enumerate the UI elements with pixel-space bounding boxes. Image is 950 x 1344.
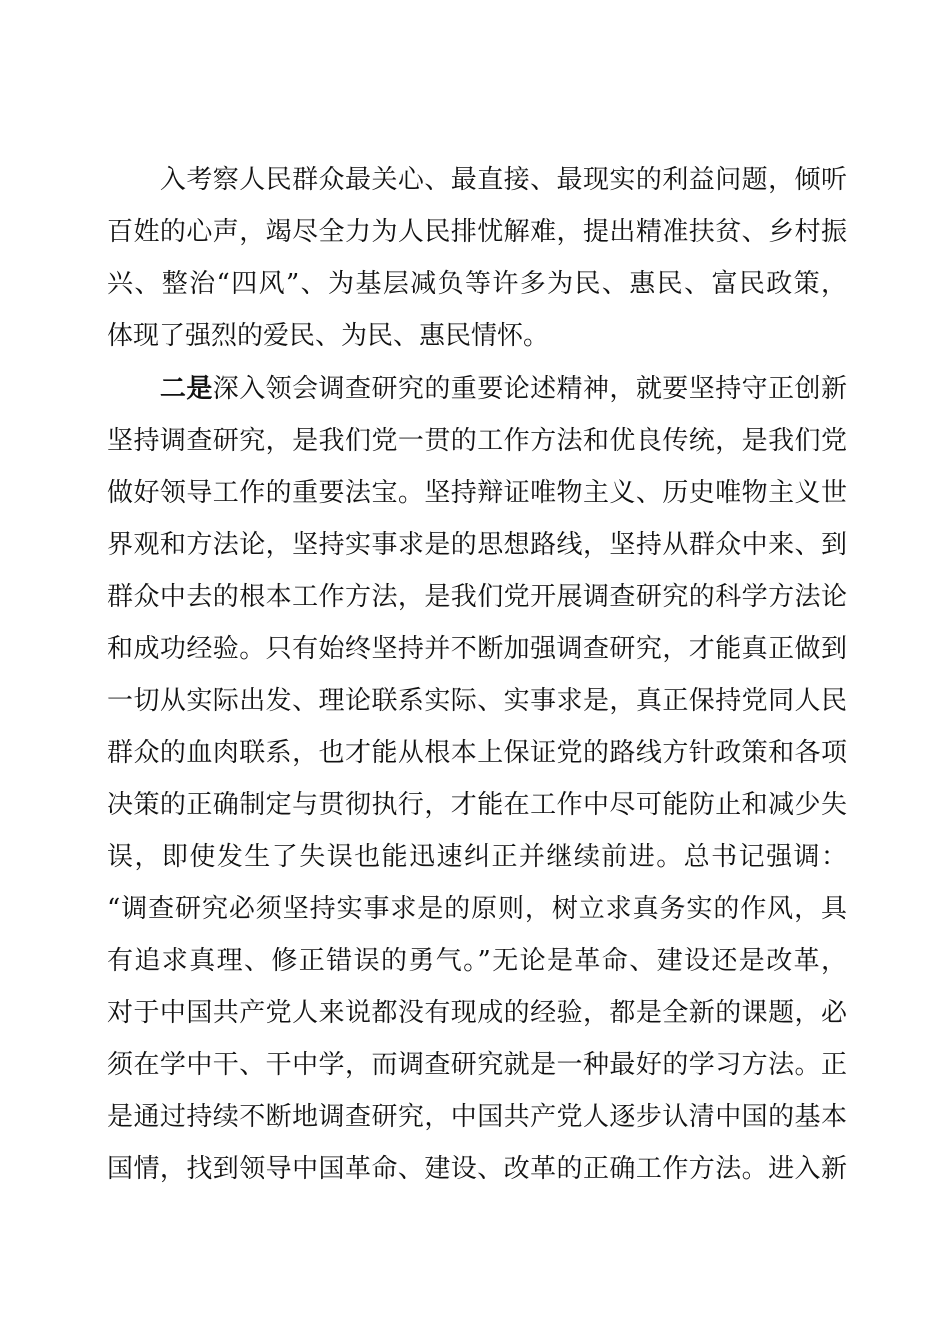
- text-line: 做好领导工作的重要法宝。坚持辩证唯物主义、历史唯物主义世: [107, 478, 847, 508]
- text-line: 百姓的心声，竭尽全力为人民排忧解难，提出精准扶贫、乡村振: [107, 217, 847, 247]
- text-line: 是通过持续不断地调查研究，中国共产党人逐步认清中国的基本: [107, 1102, 847, 1132]
- text-line: 国情，找到领导中国革命、建设、改革的正确工作方法。进入新: [107, 1154, 847, 1184]
- text-line: 误，即使发生了失误也能迅速纠正并继续前进。总书记强调：: [107, 842, 847, 872]
- paragraph-first-line: [107, 365, 847, 413]
- text-line: 有追求真理、修正错误的勇气。”无论是革命、建设还是改革，: [107, 946, 847, 976]
- text-line: 坚持调查研究，是我们党一贯的工作方法和优良传统，是我们党: [107, 426, 847, 456]
- text-line: “调查研究必须坚持实事求是的原则，树立求真务实的作风，具: [107, 894, 847, 924]
- text-line: 入考察人民群众最关心、最直接、最现实的利益问题，倾听: [107, 165, 847, 195]
- text-line: 兴、整治“四风”、为基层减负等许多为民、惠民、富民政策，: [107, 269, 847, 299]
- text-line: 须在学中干、干中学，而调查研究就是一种最好的学习方法。正: [107, 1050, 847, 1080]
- paragraph-lead: 二是: [159, 374, 213, 404]
- text-line: 一切从实际出发、理论联系实际、实事求是，真正保持党同人民: [107, 686, 847, 716]
- text-line: 对于中国共产党人来说都没有现成的经验，都是全新的课题，必: [107, 998, 847, 1028]
- paragraph-first-line-text: 深入领会调查研究的重要论述精神，就要坚持守正创新: [212, 374, 847, 404]
- text-line: 群众的血肉联系，也才能从根本上保证党的路线方针政策和各项: [107, 738, 847, 768]
- text-line: 决策的正确制定与贯彻执行，才能在工作中尽可能防止和减少失: [107, 790, 847, 820]
- text-line: 界观和方法论，坚持实事求是的思想路线，坚持从群众中来、到: [107, 530, 847, 560]
- text-line: 体现了强烈的爱民、为民、惠民情怀。: [107, 321, 550, 351]
- text-line: 群众中去的根本工作方法，是我们党开展调查研究的科学方法论: [107, 582, 847, 612]
- text-line: 和成功经验。只有始终坚持并不断加强调查研究，才能真正做到: [107, 634, 847, 664]
